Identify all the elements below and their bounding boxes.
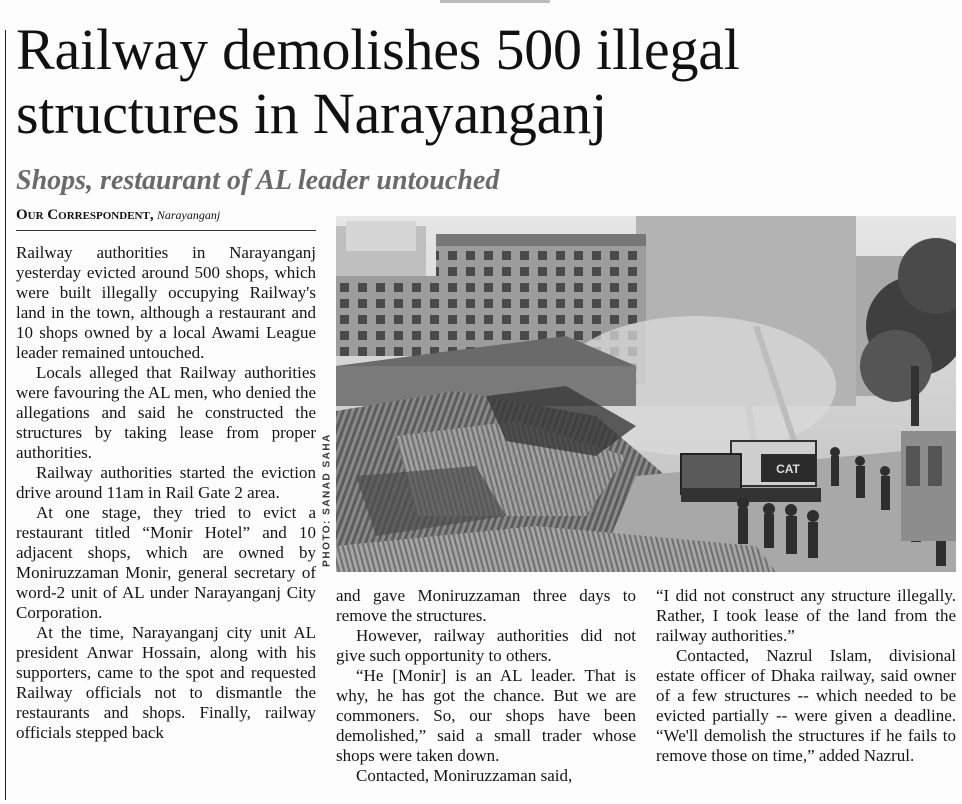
paragraph: Contacted, Moniruzzaman said, — [356, 766, 573, 785]
byline-author: Our Correspondent, — [16, 207, 154, 223]
demolition-scene-image — [336, 216, 956, 572]
top-edge-mark — [440, 0, 550, 3]
byline — [16, 206, 316, 231]
paragraph: Locals alleged that Railway authorities were favouring the AL men, who denied the allegations and said he constructed the structures by taking lease from proper authorities. — [16, 363, 316, 462]
article-column-2 — [336, 586, 636, 786]
paragraph: Contacted, Nazrul Islam, divisional estate officer of Dhaka railway, said owner of a few structures -- which needed to be evicted partially -- were given a deadline. “We'll demolish the structures if he fails to remove those on time,” added Nazrul. — [656, 646, 956, 765]
headline: Railway demolishes 500 illegal structures in Narayanganj — [16, 17, 740, 146]
paragraph: “He [Monir] is an AL leader. That is why, he has got the chance. But we are commoners. So, our shops have been demolished,” said a small trader whose shops were taken down. — [336, 666, 636, 765]
subheadline: Shops, restaurant of AL leader untouched — [16, 165, 500, 196]
paragraph: At one stage, they tried to evict a restaurant titled “Monir Hotel” and 10 adjacent shops, which are owned by Moniruzzaman Monir, general secretary of word-2 unit of AL under Narayanganj City Corporation. — [16, 503, 316, 622]
machine-label: CAT — [776, 462, 800, 476]
photo-credit — [319, 425, 335, 575]
article-column-3 — [656, 586, 956, 766]
paragraph: “I did not construct any structure illegally. Rather, I took lease of the land from the railway authorities.” — [656, 586, 956, 645]
paragraph: Railway authorities started the eviction drive around 11am in Rail Gate 2 area. — [16, 463, 316, 502]
article-column-1 — [16, 243, 316, 743]
paragraph: However, railway authorities did not give such opportunity to others. — [336, 626, 636, 665]
column-rule — [5, 30, 6, 800]
photo-credit-text: PHOTO: SANAD SAHA — [321, 433, 333, 567]
byline-place: Narayanganj — [156, 208, 221, 222]
news-photo — [336, 216, 956, 572]
paragraph: Railway authorities in Narayanganj yesterday evicted around 500 shops, which were built illegally occupying Railway's land in the town, although a restaurant and 10 shops owned by a local Awami League leader remained untouched. — [16, 243, 316, 362]
paragraph: and gave Moniruzzaman three days to remove the structures. — [336, 586, 636, 625]
paragraph: At the time, Narayanganj city unit AL president Anwar Hossain, along with his supporters, came to the spot and requested Railway officials not to dismantle the restaurants and shops. Finally, railway officials stepped back — [16, 623, 316, 742]
